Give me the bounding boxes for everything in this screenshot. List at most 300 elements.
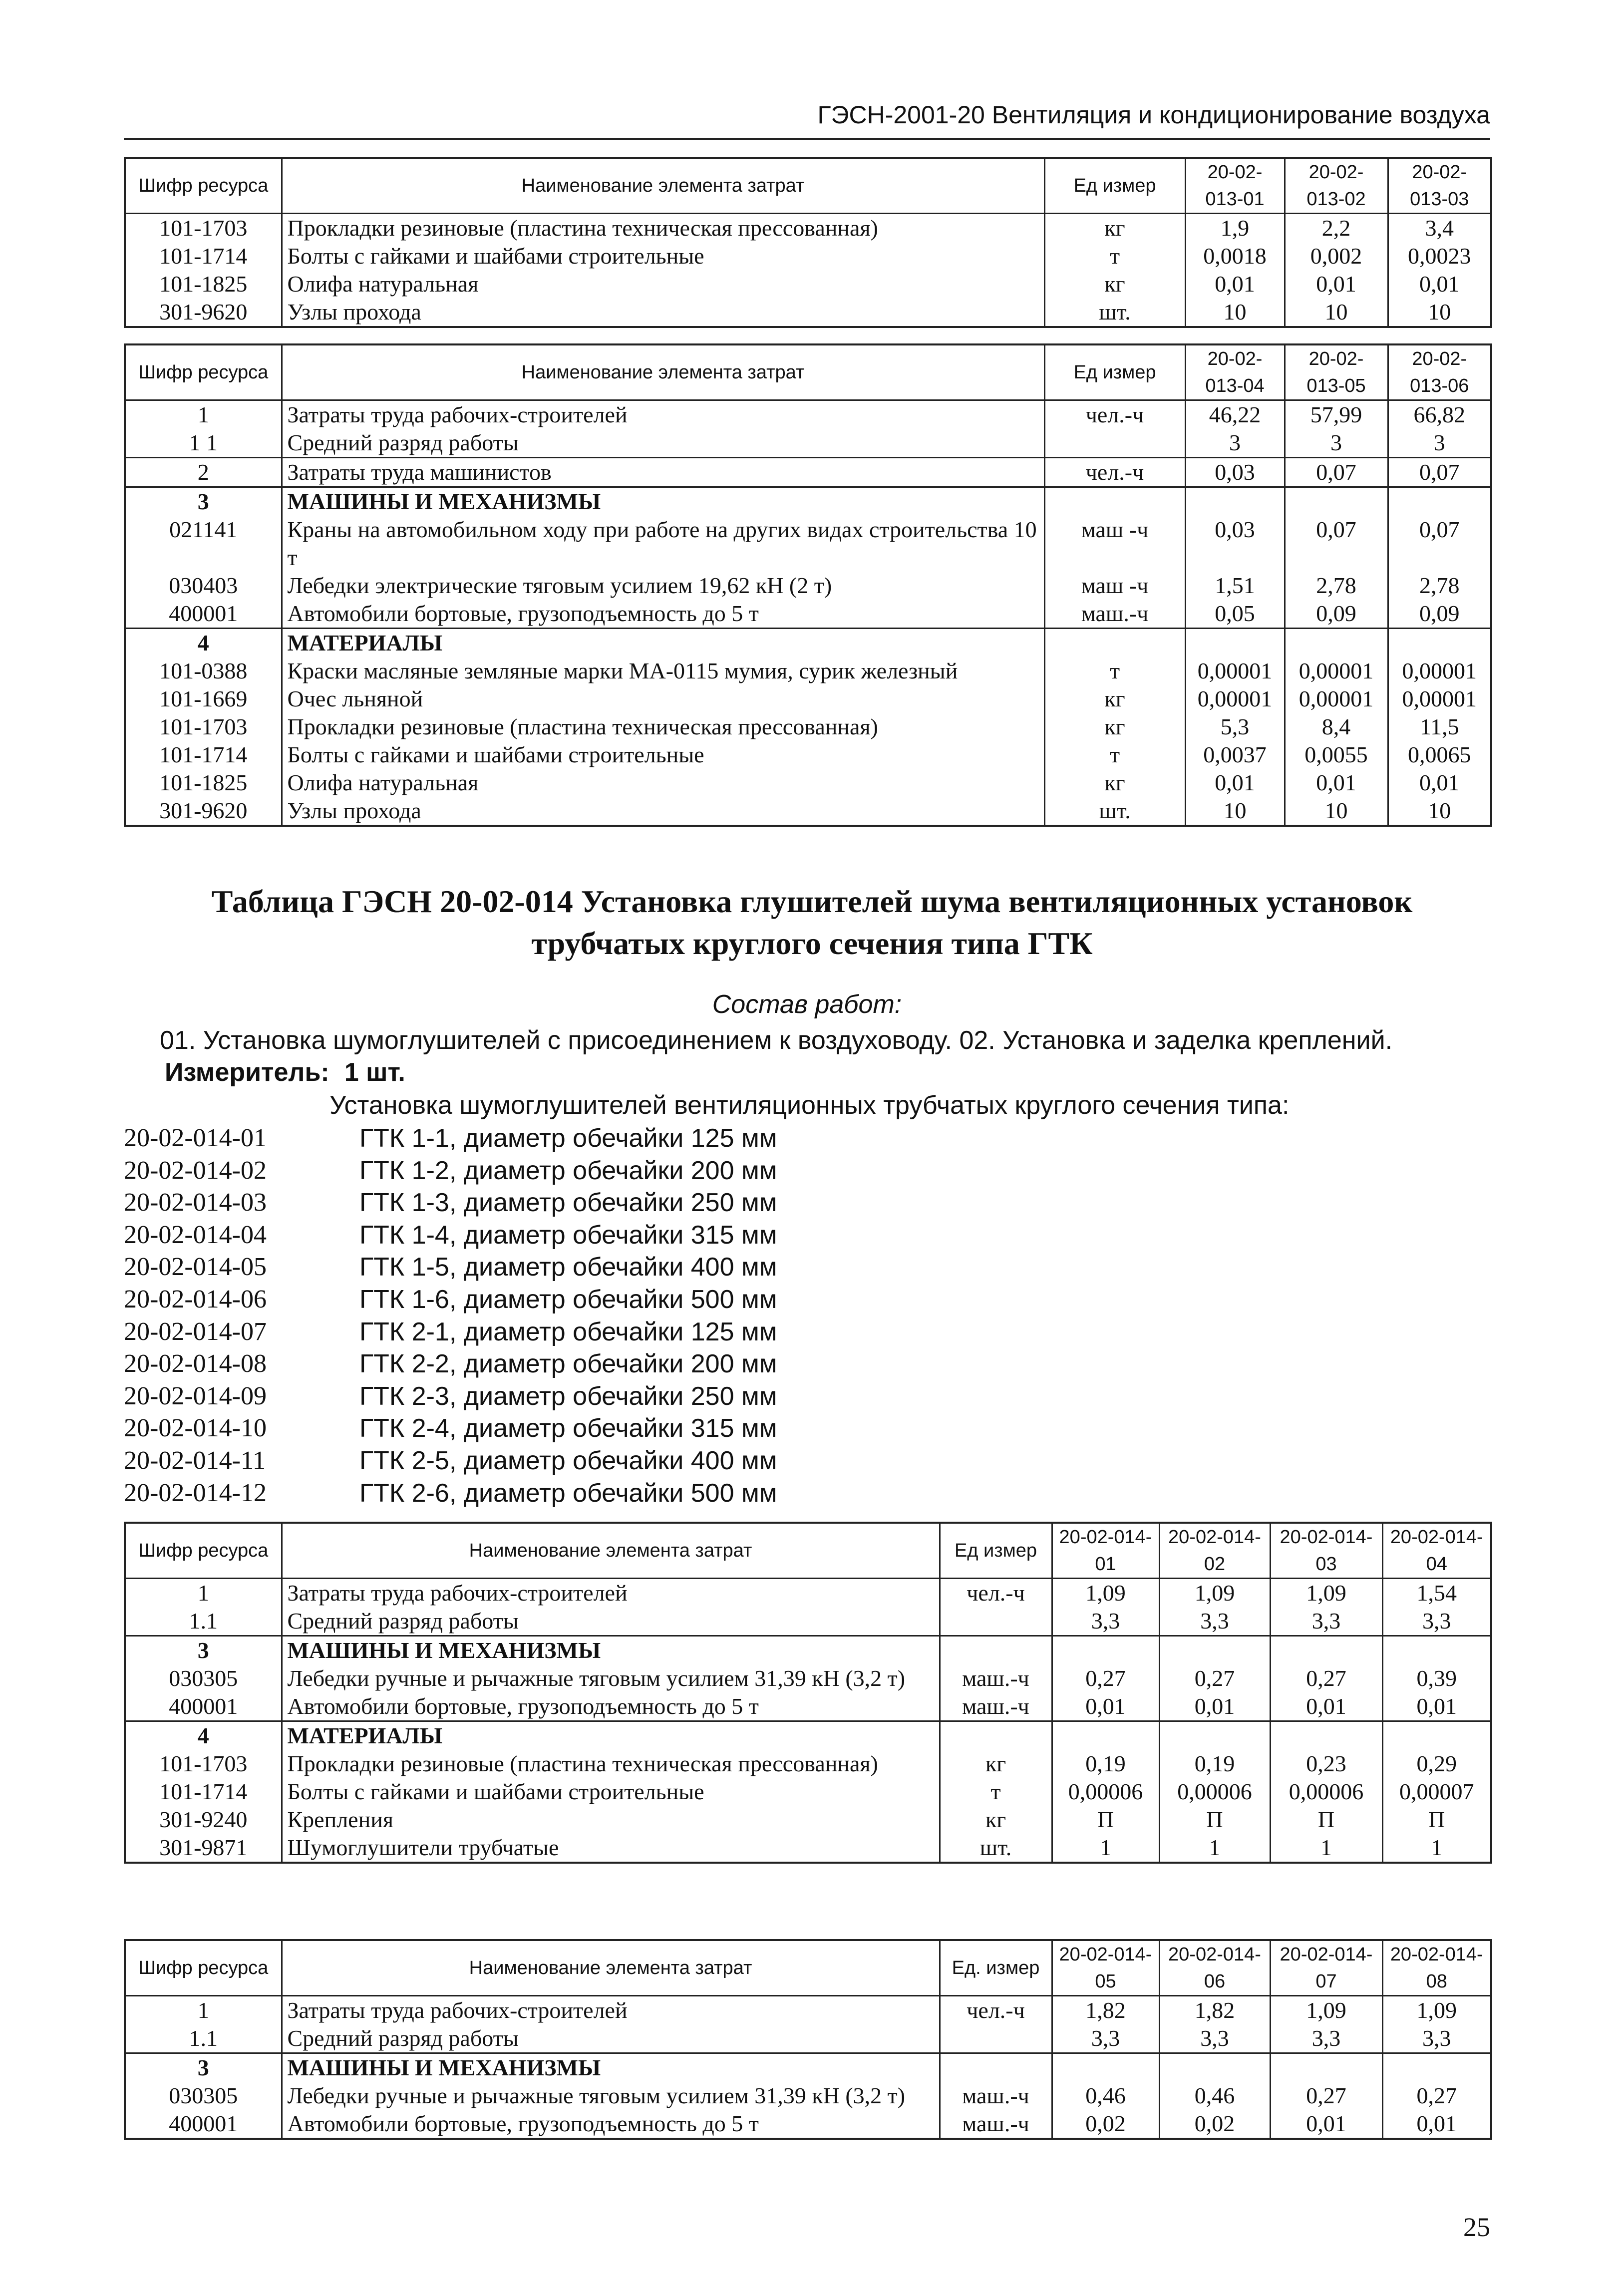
table-row bbox=[125, 1721, 1491, 1750]
variant-description: ГТК 1-3, диаметр обечайки 250 мм bbox=[359, 1188, 777, 1218]
col-header-unit: Ед измер bbox=[940, 1523, 1052, 1579]
table-row bbox=[125, 572, 1491, 600]
cell-value: 0,01 bbox=[1270, 1692, 1382, 1721]
cell-value: 0,27 bbox=[1270, 1664, 1382, 1692]
cell-value: 3,3 bbox=[1052, 2024, 1159, 2053]
table-row bbox=[125, 2082, 1491, 2110]
works-description: 01. Установка шумоглушителей с присоединением к воздуховоду. 02. Установка и заделка креплений. bbox=[160, 1026, 1393, 1055]
resource-table-013-b bbox=[124, 343, 1492, 827]
cell-code: 101-1703 bbox=[125, 713, 282, 741]
cell-value: 66,82 bbox=[1388, 400, 1491, 429]
cell-name: Краски масляные земляные марки МА-0115 мумия, сурик железный bbox=[282, 657, 1044, 685]
cell-value: 0,01 bbox=[1185, 769, 1285, 797]
running-header: ГЭСН-2001-20 Вентиляция и кондиционирование воздуха bbox=[124, 98, 1490, 140]
cell-code: 021141 bbox=[125, 516, 282, 572]
cell-value: 3 bbox=[1285, 429, 1388, 458]
cell-unit: маш.-ч bbox=[1044, 600, 1185, 629]
section-title-line: Таблица ГЭСН 20-02-014 Установка глушителей шума вентиляционных установок bbox=[211, 884, 1413, 919]
table-row bbox=[125, 242, 1491, 270]
cell-value: 0,39 bbox=[1382, 1664, 1491, 1692]
cell-name: Болты с гайками и шайбами строительные bbox=[282, 1778, 940, 1806]
table-row bbox=[125, 270, 1491, 298]
cell-value: 3 bbox=[1185, 429, 1285, 458]
cell-code: 101-1714 bbox=[125, 1778, 282, 1806]
cell-value: 3,3 bbox=[1159, 1607, 1270, 1636]
cell-value bbox=[1388, 629, 1491, 657]
variant-code: 20-02-014-01 bbox=[124, 1124, 267, 1152]
cell-unit: маш.-ч bbox=[940, 1692, 1052, 1721]
cell-value: 1 bbox=[1270, 1834, 1382, 1863]
col-header-variant: 20-02-013-04 bbox=[1185, 344, 1285, 400]
cell-value: П bbox=[1382, 1806, 1491, 1834]
cell-value: 1 bbox=[1052, 1834, 1159, 1863]
table-row bbox=[125, 1692, 1491, 1721]
meter-value: 1 шт. bbox=[344, 1058, 405, 1087]
col-header-variant: 20-02-014-07 bbox=[1270, 1940, 1382, 1996]
table-row bbox=[125, 1778, 1491, 1806]
cell-value: 0,01 bbox=[1270, 2110, 1382, 2139]
composition-label: Состав работ: bbox=[712, 990, 902, 1019]
cell-name: Очес льняной bbox=[282, 685, 1044, 713]
cell-code: 1 bbox=[125, 1579, 282, 1608]
cell-unit bbox=[940, 2024, 1052, 2053]
cell-value: 2,78 bbox=[1388, 572, 1491, 600]
cell-name: Болты с гайками и шайбами строительные bbox=[282, 242, 1044, 270]
table-body bbox=[125, 214, 1491, 328]
cell-value: 3,3 bbox=[1270, 2024, 1382, 2053]
cell-value: 0,27 bbox=[1159, 1664, 1270, 1692]
cell-code: 400001 bbox=[125, 600, 282, 629]
cell-value bbox=[1159, 2053, 1270, 2082]
cell-value: 0,07 bbox=[1285, 516, 1388, 572]
cell-value: 3,4 bbox=[1388, 214, 1491, 243]
variants-intro: Установка шумоглушителей вентиляционных трубчатых круглого сечения типа: bbox=[329, 1091, 1290, 1120]
cell-unit: т bbox=[1044, 741, 1185, 769]
cell-name: Краны на автомобильном ходу при работе на других видах строительства 10 т bbox=[282, 516, 1044, 572]
cell-value bbox=[1285, 487, 1388, 516]
cell-value: 0,07 bbox=[1388, 458, 1491, 487]
cell-value bbox=[1052, 1636, 1159, 1665]
cell-value: 0,01 bbox=[1382, 1692, 1491, 1721]
cell-value bbox=[1382, 1721, 1491, 1750]
table-row bbox=[125, 400, 1491, 429]
variant-code: 20-02-014-12 bbox=[124, 1478, 267, 1507]
cell-name: Крепления bbox=[282, 1806, 940, 1834]
table-body bbox=[125, 1579, 1491, 1863]
resource-table-014-a bbox=[124, 1522, 1492, 1864]
cell-value: 0,0065 bbox=[1388, 741, 1491, 769]
cell-value: 1 bbox=[1159, 1834, 1270, 1863]
cell-code: 101-1703 bbox=[125, 1750, 282, 1778]
cell-value: 0,29 bbox=[1382, 1750, 1491, 1778]
cell-unit: т bbox=[1044, 657, 1185, 685]
cell-value bbox=[1185, 487, 1285, 516]
section-title-line: трубчатых круглого сечения типа ГТК bbox=[531, 926, 1093, 961]
cell-value: 1,09 bbox=[1052, 1579, 1159, 1608]
cell-name: МАШИНЫ И МЕХАНИЗМЫ bbox=[282, 2053, 940, 2082]
cell-value: П bbox=[1159, 1806, 1270, 1834]
table-row bbox=[125, 1607, 1491, 1636]
cell-value: 0,00001 bbox=[1388, 657, 1491, 685]
cell-name: Прокладки резиновые (пластина техническая прессованная) bbox=[282, 713, 1044, 741]
cell-unit: чел.-ч bbox=[1044, 400, 1185, 429]
cell-value: 1 bbox=[1382, 1834, 1491, 1863]
cell-name: МАТЕРИАЛЫ bbox=[282, 1721, 940, 1750]
cell-unit: т bbox=[1044, 242, 1185, 270]
cell-unit bbox=[1044, 429, 1185, 458]
cell-value: 3,3 bbox=[1382, 2024, 1491, 2053]
cell-unit: чел.-ч bbox=[940, 1579, 1052, 1608]
cell-unit bbox=[940, 1721, 1052, 1750]
cell-value: 0,05 bbox=[1185, 600, 1285, 629]
table-row bbox=[125, 516, 1491, 572]
cell-value: 0,00007 bbox=[1382, 1778, 1491, 1806]
col-header-name: Наименование элемента затрат bbox=[282, 158, 1044, 214]
cell-unit: шт. bbox=[1044, 797, 1185, 826]
resource-table-013-a bbox=[124, 157, 1492, 328]
cell-value: 1,82 bbox=[1052, 1996, 1159, 2025]
cell-name: Лебедки электрические тяговым усилием 19,62 кН (2 т) bbox=[282, 572, 1044, 600]
cell-value bbox=[1388, 487, 1491, 516]
cell-code: 101-1703 bbox=[125, 214, 282, 243]
table-body bbox=[125, 400, 1491, 826]
col-header-unit: Ед измер bbox=[1044, 344, 1185, 400]
cell-name: Олифа натуральная bbox=[282, 769, 1044, 797]
cell-unit: чел.-ч bbox=[1044, 458, 1185, 487]
table-header-row bbox=[125, 1523, 1491, 1579]
cell-code: 030305 bbox=[125, 1664, 282, 1692]
variant-code: 20-02-014-10 bbox=[124, 1414, 267, 1443]
cell-value: 3,3 bbox=[1052, 1607, 1159, 1636]
cell-name: Средний разряд работы bbox=[282, 1607, 940, 1636]
cell-value: 1,09 bbox=[1270, 1996, 1382, 2025]
cell-unit: маш.-ч bbox=[940, 2082, 1052, 2110]
cell-name: МАТЕРИАЛЫ bbox=[282, 629, 1044, 657]
cell-code: 1.1 bbox=[125, 2024, 282, 2053]
variant-item bbox=[124, 1348, 1122, 1380]
cell-code: 101-1714 bbox=[125, 741, 282, 769]
cell-name: Лебедки ручные и рычажные тяговым усилием 31,39 кН (3,2 т) bbox=[282, 2082, 940, 2110]
table-row bbox=[125, 2053, 1491, 2082]
cell-value bbox=[1270, 1721, 1382, 1750]
cell-unit bbox=[1044, 629, 1185, 657]
cell-code: 101-1825 bbox=[125, 270, 282, 298]
cell-name: Лебедки ручные и рычажные тяговым усилием 31,39 кН (3,2 т) bbox=[282, 1664, 940, 1692]
table-row bbox=[125, 298, 1491, 327]
cell-value: 0,00001 bbox=[1285, 685, 1388, 713]
table-row bbox=[125, 458, 1491, 487]
variant-code: 20-02-014-08 bbox=[124, 1349, 267, 1378]
cell-value: 0,01 bbox=[1159, 1692, 1270, 1721]
cell-value: 0,19 bbox=[1159, 1750, 1270, 1778]
cell-code: 4 bbox=[125, 1721, 282, 1750]
col-header-name: Наименование элемента затрат bbox=[282, 1940, 940, 1996]
cell-code: 3 bbox=[125, 2053, 282, 2082]
cell-value: 0,002 bbox=[1285, 242, 1388, 270]
table-row bbox=[125, 1996, 1491, 2025]
page-number: 25 bbox=[1463, 2212, 1490, 2242]
variant-item bbox=[124, 1380, 1122, 1413]
table-body bbox=[125, 1996, 1491, 2139]
cell-value: 5,3 bbox=[1185, 713, 1285, 741]
cell-unit bbox=[1044, 487, 1185, 516]
table-row bbox=[125, 1664, 1491, 1692]
cell-code: 101-1669 bbox=[125, 685, 282, 713]
table-row bbox=[125, 685, 1491, 713]
table-row bbox=[125, 429, 1491, 458]
cell-unit: кг bbox=[1044, 713, 1185, 741]
variant-description: ГТК 2-2, диаметр обечайки 200 мм bbox=[359, 1349, 777, 1379]
cell-value: 0,07 bbox=[1285, 458, 1388, 487]
cell-code: 101-1825 bbox=[125, 769, 282, 797]
cell-value: 0,02 bbox=[1052, 2110, 1159, 2139]
cell-name: Затраты труда рабочих-строителей bbox=[282, 1996, 940, 2025]
cell-value: 8,4 bbox=[1285, 713, 1388, 741]
variant-item bbox=[124, 1445, 1122, 1477]
cell-code: 4 bbox=[125, 629, 282, 657]
cell-value: 46,22 bbox=[1185, 400, 1285, 429]
table-row bbox=[125, 214, 1491, 243]
cell-value: 0,09 bbox=[1388, 600, 1491, 629]
cell-code: 2 bbox=[125, 458, 282, 487]
table-row bbox=[125, 487, 1491, 516]
cell-value: 0,19 bbox=[1052, 1750, 1159, 1778]
table-row bbox=[125, 713, 1491, 741]
cell-value: 0,01 bbox=[1285, 270, 1388, 298]
col-header-variant: 20-02-013-02 bbox=[1285, 158, 1388, 214]
cell-unit bbox=[940, 1607, 1052, 1636]
variant-code: 20-02-014-09 bbox=[124, 1381, 267, 1410]
variant-code: 20-02-014-05 bbox=[124, 1253, 267, 1282]
cell-value: 0,03 bbox=[1185, 458, 1285, 487]
variant-code: 20-02-014-03 bbox=[124, 1188, 267, 1217]
table-header-row bbox=[125, 1940, 1491, 1996]
cell-code: 101-1714 bbox=[125, 242, 282, 270]
table-row bbox=[125, 600, 1491, 629]
table-row bbox=[125, 1750, 1491, 1778]
col-header-variant: 20-02-014-02 bbox=[1159, 1523, 1270, 1579]
cell-unit: т bbox=[940, 1778, 1052, 1806]
cell-value bbox=[1159, 1636, 1270, 1665]
cell-unit: кг bbox=[1044, 685, 1185, 713]
cell-unit: шт. bbox=[940, 1834, 1052, 1863]
cell-name: Прокладки резиновые (пластина техническая прессованная) bbox=[282, 214, 1044, 243]
col-header-unit: Ед измер bbox=[1044, 158, 1185, 214]
cell-code: 1.1 bbox=[125, 1607, 282, 1636]
cell-name: Затраты труда рабочих-строителей bbox=[282, 400, 1044, 429]
cell-unit: кг bbox=[1044, 270, 1185, 298]
variant-list bbox=[124, 1122, 1122, 1509]
cell-unit: чел.-ч bbox=[940, 1996, 1052, 2025]
cell-value: 0,00001 bbox=[1185, 657, 1285, 685]
cell-value: 0,01 bbox=[1388, 769, 1491, 797]
cell-value: 10 bbox=[1388, 298, 1491, 327]
cell-unit: кг bbox=[940, 1806, 1052, 1834]
cell-unit bbox=[940, 1636, 1052, 1665]
cell-name: МАШИНЫ И МЕХАНИЗМЫ bbox=[282, 1636, 940, 1665]
cell-unit: кг bbox=[1044, 769, 1185, 797]
cell-value: 0,27 bbox=[1270, 2082, 1382, 2110]
cell-name: Болты с гайками и шайбами строительные bbox=[282, 741, 1044, 769]
variant-description: ГТК 1-5, диаметр обечайки 400 мм bbox=[359, 1253, 777, 1282]
cell-value: 10 bbox=[1388, 797, 1491, 826]
cell-value: 1,82 bbox=[1159, 1996, 1270, 2025]
variant-item bbox=[124, 1187, 1122, 1219]
cell-value: 0,0037 bbox=[1185, 741, 1285, 769]
table-row bbox=[125, 1834, 1491, 1863]
cell-value: 1,54 bbox=[1382, 1579, 1491, 1608]
section-title bbox=[100, 881, 1524, 965]
variant-item bbox=[124, 1219, 1122, 1252]
cell-name: Средний разряд работы bbox=[282, 429, 1044, 458]
cell-value bbox=[1382, 1636, 1491, 1665]
col-header-name: Наименование элемента затрат bbox=[282, 1523, 940, 1579]
cell-value: 0,03 bbox=[1185, 516, 1285, 572]
cell-value bbox=[1382, 2053, 1491, 2082]
variant-item bbox=[124, 1155, 1122, 1187]
col-header-variant: 20-02-014-05 bbox=[1052, 1940, 1159, 1996]
cell-value: 0,0018 bbox=[1185, 242, 1285, 270]
variant-description: ГТК 1-4, диаметр обечайки 315 мм bbox=[359, 1220, 777, 1250]
cell-code: 030305 bbox=[125, 2082, 282, 2110]
col-header-variant: 20-02-014-03 bbox=[1270, 1523, 1382, 1579]
variant-item bbox=[124, 1316, 1122, 1348]
cell-value: 0,00006 bbox=[1159, 1778, 1270, 1806]
cell-name: МАШИНЫ И МЕХАНИЗМЫ bbox=[282, 487, 1044, 516]
cell-value: 0,01 bbox=[1382, 2110, 1491, 2139]
col-header-variant: 20-02-013-01 bbox=[1185, 158, 1285, 214]
cell-value: 0,46 bbox=[1052, 2082, 1159, 2110]
table-row bbox=[125, 769, 1491, 797]
col-header-code: Шифр ресурса bbox=[125, 344, 282, 400]
cell-value: 1,9 bbox=[1185, 214, 1285, 243]
cell-name: Автомобили бортовые, грузоподъемность до 5 т bbox=[282, 600, 1044, 629]
col-header-variant: 20-02-014-08 bbox=[1382, 1940, 1491, 1996]
cell-value: 1,09 bbox=[1270, 1579, 1382, 1608]
cell-value bbox=[1052, 2053, 1159, 2082]
col-header-variant: 20-02-014-01 bbox=[1052, 1523, 1159, 1579]
table-row bbox=[125, 629, 1491, 657]
cell-name: Узлы прохода bbox=[282, 797, 1044, 826]
cell-value: П bbox=[1270, 1806, 1382, 1834]
cell-value bbox=[1270, 2053, 1382, 2082]
cell-value: 3,3 bbox=[1382, 1607, 1491, 1636]
table-row bbox=[125, 1806, 1491, 1834]
cell-value: 0,23 bbox=[1270, 1750, 1382, 1778]
cell-value: 1,51 bbox=[1185, 572, 1285, 600]
col-header-variant: 20-02-013-05 bbox=[1285, 344, 1388, 400]
variant-description: ГТК 1-6, диаметр обечайки 500 мм bbox=[359, 1285, 777, 1314]
variant-item bbox=[124, 1477, 1122, 1510]
cell-unit: маш -ч bbox=[1044, 572, 1185, 600]
cell-value bbox=[1270, 1636, 1382, 1665]
cell-value: 10 bbox=[1185, 797, 1285, 826]
meter-label: Измеритель: bbox=[165, 1058, 329, 1087]
cell-value: 0,07 bbox=[1388, 516, 1491, 572]
table-row bbox=[125, 2110, 1491, 2139]
cell-name: Олифа натуральная bbox=[282, 270, 1044, 298]
variant-item bbox=[124, 1251, 1122, 1284]
cell-value: 10 bbox=[1285, 797, 1388, 826]
cell-value: 0,01 bbox=[1052, 1692, 1159, 1721]
cell-value: 3 bbox=[1388, 429, 1491, 458]
variant-description: ГТК 2-4, диаметр обечайки 315 мм bbox=[359, 1414, 777, 1443]
cell-name: Затраты труда рабочих-строителей bbox=[282, 1579, 940, 1608]
col-header-variant: 20-02-013-06 bbox=[1388, 344, 1491, 400]
cell-value: 0,01 bbox=[1388, 270, 1491, 298]
cell-value: 0,00001 bbox=[1388, 685, 1491, 713]
meter-line bbox=[165, 1057, 405, 1087]
cell-value: 10 bbox=[1285, 298, 1388, 327]
cell-name: Прокладки резиновые (пластина техническая прессованная) bbox=[282, 1750, 940, 1778]
cell-code: 400001 bbox=[125, 1692, 282, 1721]
cell-value bbox=[1052, 1721, 1159, 1750]
cell-value: 0,00006 bbox=[1270, 1778, 1382, 1806]
cell-value: 0,01 bbox=[1285, 769, 1388, 797]
cell-unit: кг bbox=[1044, 214, 1185, 243]
variant-code: 20-02-014-04 bbox=[124, 1220, 267, 1249]
table-row bbox=[125, 2024, 1491, 2053]
variant-description: ГТК 2-3, диаметр обечайки 250 мм bbox=[359, 1381, 777, 1411]
variant-code: 20-02-014-06 bbox=[124, 1285, 267, 1313]
cell-code: 301-9240 bbox=[125, 1806, 282, 1834]
cell-value: 0,00001 bbox=[1285, 657, 1388, 685]
table-header-row bbox=[125, 344, 1491, 400]
table-row bbox=[125, 797, 1491, 826]
cell-value: 0,09 bbox=[1285, 600, 1388, 629]
cell-code: 1 bbox=[125, 1996, 282, 2025]
col-header-unit: Ед. измер bbox=[940, 1940, 1052, 1996]
cell-unit: маш.-ч bbox=[940, 2110, 1052, 2139]
cell-unit bbox=[940, 2053, 1052, 2082]
variant-item bbox=[124, 1122, 1122, 1155]
variant-description: ГТК 1-2, диаметр обечайки 200 мм bbox=[359, 1156, 777, 1185]
col-header-code: Шифр ресурса bbox=[125, 158, 282, 214]
cell-unit: кг bbox=[940, 1750, 1052, 1778]
cell-value: 0,00001 bbox=[1185, 685, 1285, 713]
table-row bbox=[125, 1636, 1491, 1665]
cell-value: 1,09 bbox=[1382, 1996, 1491, 2025]
table-row bbox=[125, 657, 1491, 685]
cell-name: Автомобили бортовые, грузоподъемность до 5 т bbox=[282, 1692, 940, 1721]
cell-code: 301-9620 bbox=[125, 298, 282, 327]
table-header-row bbox=[125, 158, 1491, 214]
cell-code: 030403 bbox=[125, 572, 282, 600]
cell-value: 0,01 bbox=[1185, 270, 1285, 298]
cell-value: 2,78 bbox=[1285, 572, 1388, 600]
col-header-code: Шифр ресурса bbox=[125, 1523, 282, 1579]
cell-value: 0,0055 bbox=[1285, 741, 1388, 769]
variant-code: 20-02-014-02 bbox=[124, 1156, 267, 1185]
variant-description: ГТК 1-1, диаметр обечайки 125 мм bbox=[359, 1124, 777, 1153]
variant-code: 20-02-014-11 bbox=[124, 1446, 266, 1475]
cell-code: 101-0388 bbox=[125, 657, 282, 685]
table-row bbox=[125, 741, 1491, 769]
cell-unit: маш.-ч bbox=[940, 1664, 1052, 1692]
cell-value: 57,99 bbox=[1285, 400, 1388, 429]
variant-item bbox=[124, 1412, 1122, 1445]
cell-name: Автомобили бортовые, грузоподъемность до 5 т bbox=[282, 2110, 940, 2139]
cell-name: Узлы прохода bbox=[282, 298, 1044, 327]
cell-value: П bbox=[1052, 1806, 1159, 1834]
col-header-variant: 20-02-014-04 bbox=[1382, 1523, 1491, 1579]
variant-item bbox=[124, 1284, 1122, 1316]
cell-value: 3,3 bbox=[1159, 2024, 1270, 2053]
cell-code: 3 bbox=[125, 1636, 282, 1665]
cell-code: 400001 bbox=[125, 2110, 282, 2139]
cell-name: Средний разряд работы bbox=[282, 2024, 940, 2053]
cell-unit: шт. bbox=[1044, 298, 1185, 327]
